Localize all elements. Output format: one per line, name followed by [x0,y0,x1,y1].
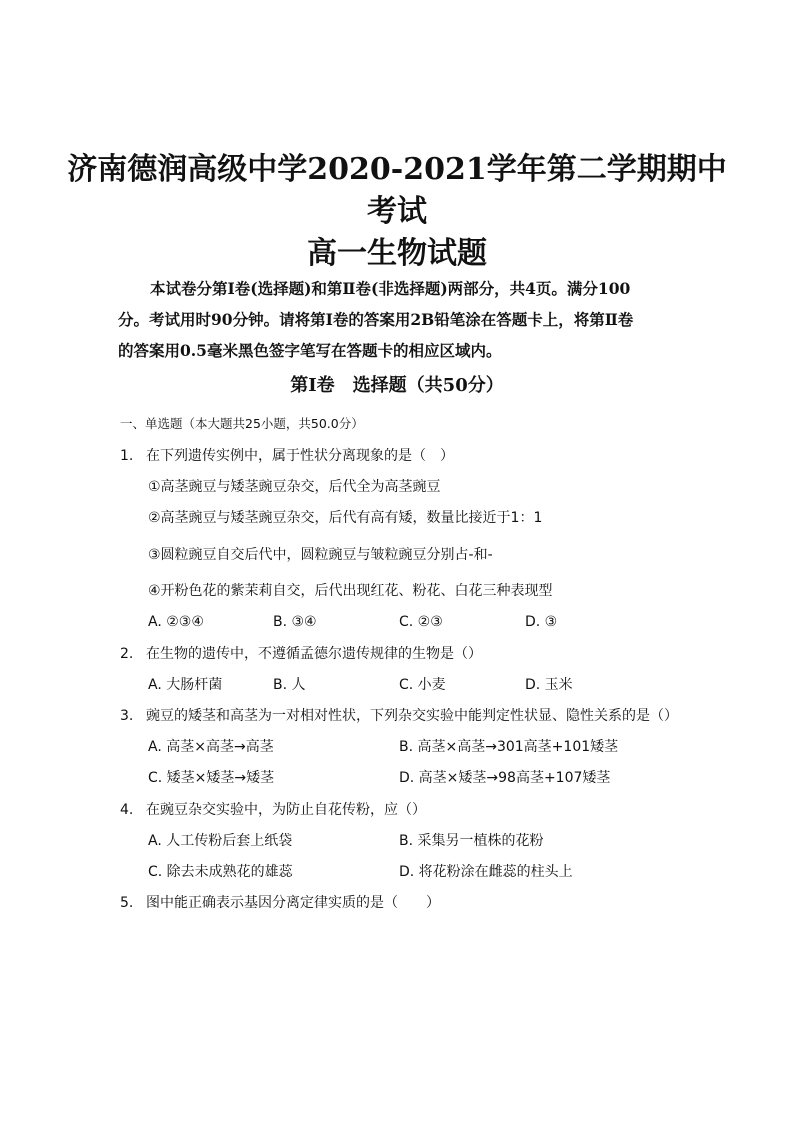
exam-title-continued: 考试 [367,194,427,229]
question-stem: 在生物的遗传中，不遵循孟德尔遗传规律的生物是（） [146,646,482,662]
option-c: C. 除去未成熟花的雄蕊 [148,864,293,880]
option-d: D. ③ [525,614,558,630]
question-3 [120,705,678,727]
question-1-item: ①高茎豌豆与矮茎豌豆杂交，后代全为高茎豌豆 [148,479,441,495]
question-number: 2. [120,646,134,662]
question-stem: 在下列遗传实例中，属于性状分离现象的是（ ） [146,448,454,464]
option-c: C. 矮茎×矮茎→矮茎 [148,770,275,786]
option-d: D. 将花粉涂在雌蕊的柱头上 [399,864,573,880]
option-c: C. ②③ [399,614,443,630]
question-1-item: ③圆粒豌豆自交后代中，圆粒豌豆与皱粒豌豆分别占-和- [148,547,493,563]
question-2 [120,643,482,665]
question-number: 3. [120,708,134,724]
question-stem: 图中能正确表示基因分离定律实质的是（ ） [146,895,440,911]
instructions-line: 的答案用0.5毫米黑色签字笔写在答题卡的相应区域内。 [118,341,502,360]
option-b: B. ③④ [273,614,317,630]
question-1-item: ④开粉色花的紫茉莉自交，后代出现红花、粉花、白花三种表现型 [148,583,553,599]
option-b: B. 高茎×高茎→301高茎+101矮茎 [399,739,619,755]
option-b: B. 采集另一植株的花粉 [399,833,544,849]
question-1-item: ②高茎豌豆与矮茎豌豆杂交，后代有高有矮，数量比接近于1：1 [148,510,543,526]
instructions-line: 本试卷分第Ⅰ卷(选择题)和第Ⅱ卷(非选择题)两部分，共4页。满分100 [150,279,631,298]
option-a: A. ②③④ [148,614,204,630]
subject-title: 高一生物试题 [307,236,487,271]
option-d: D. 高茎×矮茎→98高茎+107矮茎 [399,770,611,786]
question-number: 4. [120,802,134,818]
exam-instructions [118,273,678,366]
question-stem: 在豌豆杂交实验中，为防止自花传粉，应（） [146,802,426,818]
section-title: 第Ⅰ卷 选择题（共50分） [290,375,504,396]
question-number: 1. [120,448,134,464]
option-c: C. 小麦 [399,677,446,693]
option-a: A. 高茎×高茎→高茎 [148,739,274,755]
option-d: D. 玉米 [525,677,573,693]
question-4 [120,799,426,821]
exam-title: 济南德润高级中学2020-2021学年第二学期期中 [67,152,727,187]
question-number: 5. [120,895,134,911]
part-heading: 一、单选题（本大题共25小题，共50.0分） [120,416,364,431]
option-a: A. 大肠杆菌 [148,677,223,693]
question-stem: 豌豆的矮茎和高茎为一对相对性状，下列杂交实验中能判定性状显、隐性关系的是（） [146,708,678,724]
question-1 [120,445,454,467]
question-5 [120,892,440,914]
instructions-line: 分。考试用时90分钟。请将第Ⅰ卷的答案用2B铅笔涂在答题卡上，将第Ⅱ卷 [118,310,634,329]
option-b: B. 人 [273,677,306,693]
option-a: A. 人工传粉后套上纸袋 [148,833,293,849]
